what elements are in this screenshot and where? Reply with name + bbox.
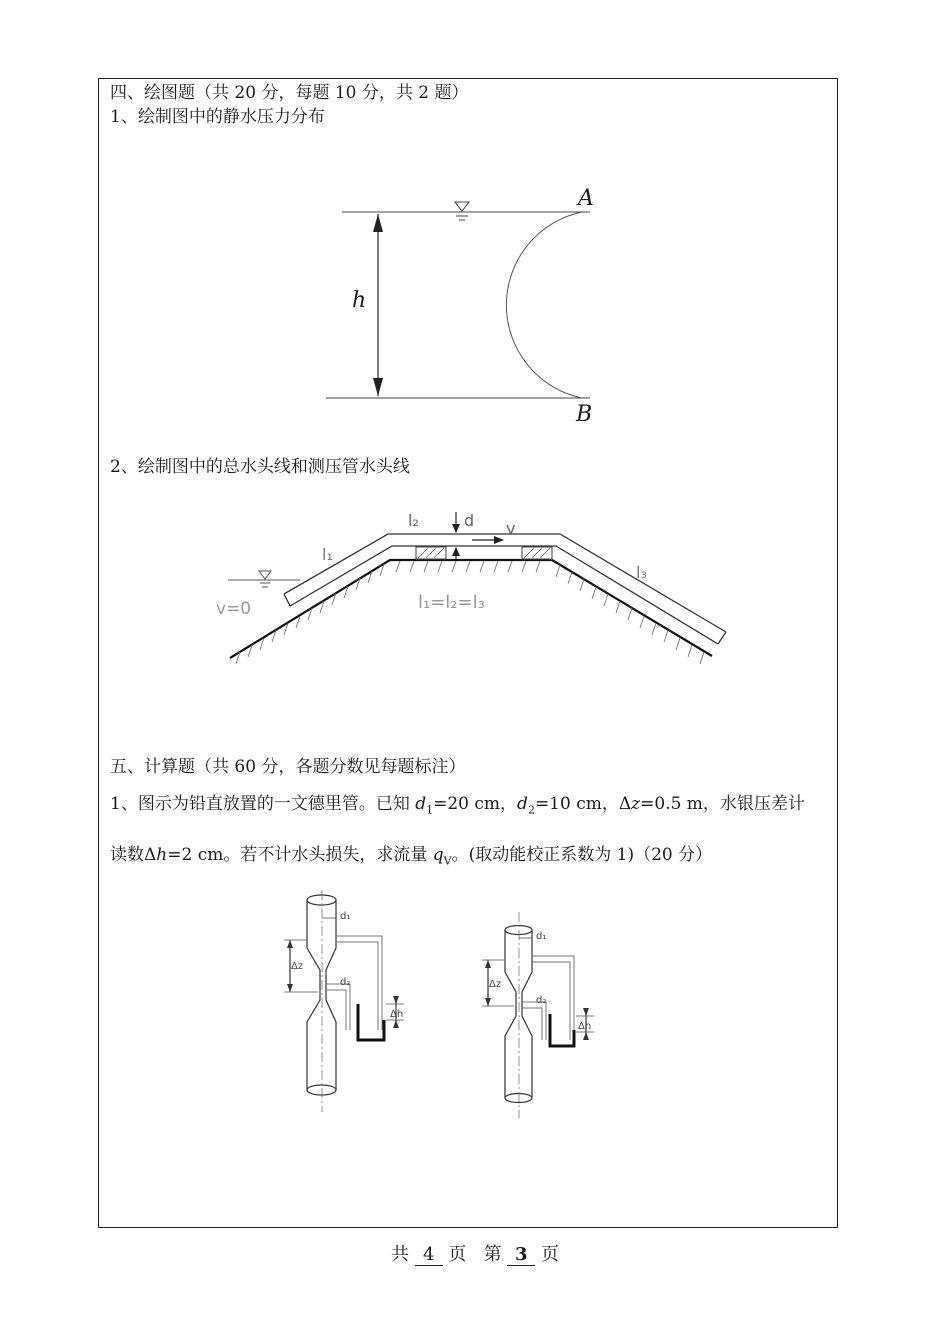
label-d1-left: d₁ <box>340 911 351 922</box>
section4-heading: 四、绘图题（共 20 分，每题 10 分，共 2 题） <box>110 83 469 103</box>
label-dh-right: Δh <box>578 1021 592 1032</box>
label-d2-right: d₂ <box>536 995 547 1006</box>
footer-total-suffix: 页 <box>448 1244 467 1265</box>
label-d1-right: d₁ <box>536 931 547 942</box>
label-l1: l₁ <box>322 545 333 564</box>
label-l-equal: l₁=l₂=l₃ <box>418 592 485 613</box>
question-4-2: 2、绘制图中的总水头线和测压管水头线 <box>110 457 410 477</box>
label-d: d <box>464 511 475 530</box>
question-5-1-line1: 1、图示为铅直放置的一文德里管。已知 $d_1=20$ cm，$d_2=10$ cm，Δz=0.5 m，水银压差计 <box>110 794 805 817</box>
question-5-1-line2: 读数Δh=2 cm。若不计水头损失，求流量 $q_V$。(取动能校正系数为 1)（20 分） <box>110 845 713 868</box>
footer-page-suffix: 页 <box>541 1244 560 1265</box>
section5-heading: 五、计算题（共 60 分，各题分数见每题标注） <box>110 757 466 777</box>
question-4-1: 1、绘制图中的静水压力分布 <box>110 107 325 127</box>
footer-page-prefix: 第 <box>483 1244 502 1265</box>
label-l3: l₃ <box>636 563 647 582</box>
label-dz-left: Δz <box>291 961 304 972</box>
footer-page-number: 3 <box>507 1244 535 1266</box>
label-v0: v=0 <box>216 599 252 619</box>
page-footer <box>0 1240 950 1266</box>
label-dz-right: Δz <box>489 979 502 990</box>
label-B: B <box>576 402 593 427</box>
footer-total-pages: 4 <box>415 1244 443 1266</box>
label-d2-left: d₂ <box>340 977 351 988</box>
label-A: A <box>578 186 594 211</box>
label-v: v <box>506 519 516 538</box>
label-l2: l₂ <box>408 511 419 530</box>
label-h: h <box>352 288 367 313</box>
footer-total-prefix: 共 <box>390 1244 409 1265</box>
label-dh-left: Δh <box>390 1009 404 1020</box>
